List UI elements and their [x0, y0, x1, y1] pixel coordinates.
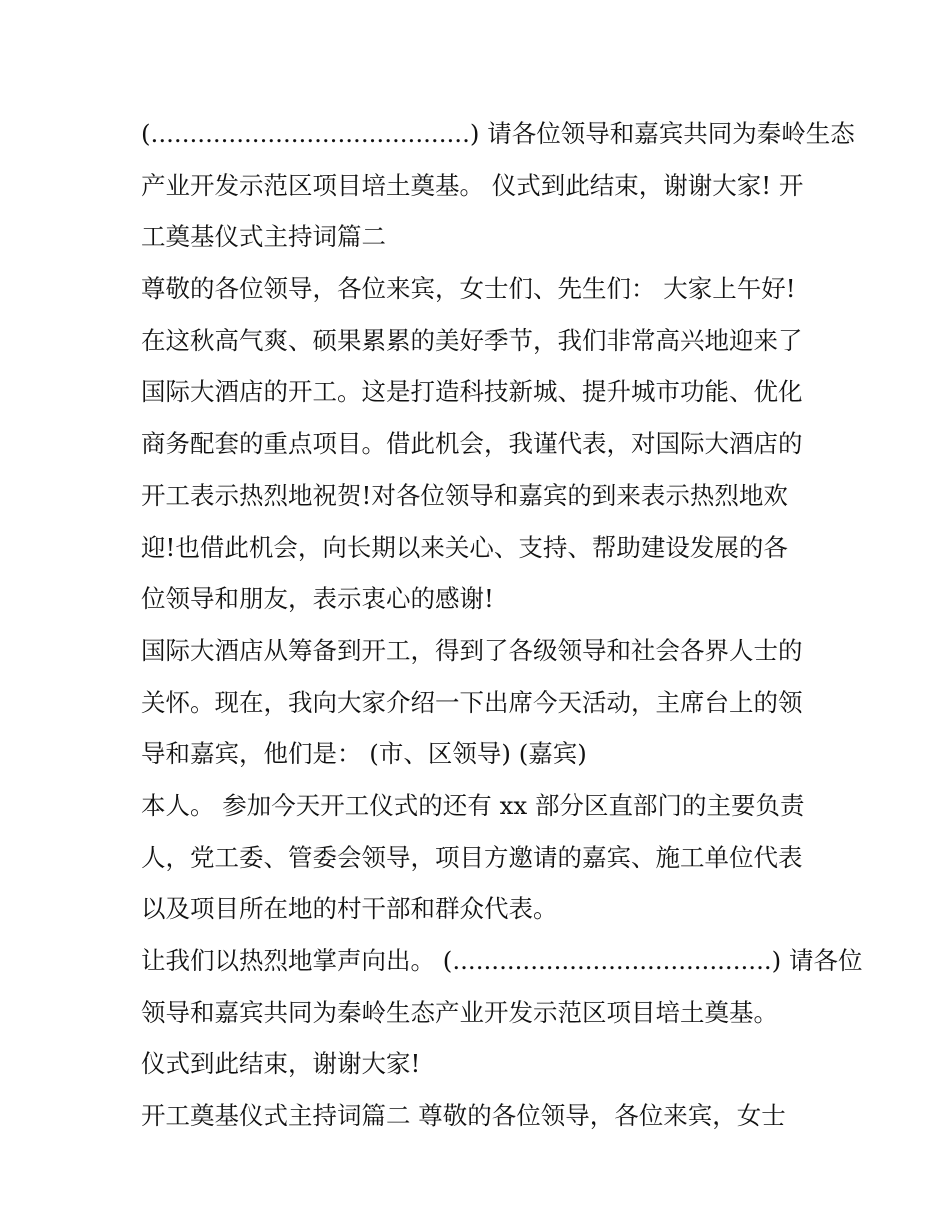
text-line-14: 本人。 参加今天开工仪式的还有 xx 部分区直部门的主要负责	[141, 790, 805, 820]
text-line-8: 开工表示热烈地祝贺!对各位领导和嘉宾的到来表示热烈地欢	[141, 480, 788, 510]
text-line-19: 仪式到此结束，谢谢大家!	[141, 1049, 421, 1079]
text-line-15: 人，党工委、管委会领导，项目方邀请的嘉宾、施工单位代表	[141, 842, 803, 872]
text-line-4: 尊敬的各位领导，各位来宾，女士们、先生们： 大家上午好!	[141, 274, 796, 304]
text-line-12: 关怀。现在，我向大家介绍一下出席今天活动，主席台上的领	[141, 687, 803, 717]
text-line-1: (.........................................) 请各位领导和嘉宾共同为秦岭生态	[141, 119, 855, 148]
text-line-5: 在这秋高气爽、硕果累累的美好季节，我们非常高兴地迎来了	[141, 325, 803, 355]
text-line-17: 让我们以热烈地掌声向出。 (.........................................) 请各位	[141, 946, 863, 975]
text-line-16: 以及项目所在地的村干部和群众代表。	[141, 894, 558, 924]
text-line-18: 领导和嘉宾共同为秦岭生态产业开发示范区项目培土奠基。	[141, 997, 778, 1027]
text-line-20: 开工奠基仪式主持词篇二 尊敬的各位领导，各位来宾，女士	[141, 1101, 786, 1131]
text-line-7: 商务配套的重点项目。借此机会，我谨代表，对国际大酒店的	[141, 429, 803, 459]
text-line-3: 工奠基仪式主持词篇二	[141, 222, 386, 252]
text-line-10: 位领导和朋友，表示衷心的感谢!	[141, 584, 494, 614]
text-line-11: 国际大酒店从筹备到开工，得到了各级领导和社会各界人士的	[141, 635, 803, 665]
text-line-9: 迎!也借此机会，向长期以来关心、支持、帮助建设发展的各	[141, 532, 788, 562]
text-line-13: 导和嘉宾，他们是： (市、区领导) (嘉宾)	[141, 739, 587, 769]
document-body	[141, 108, 863, 1142]
text-line-2: 产业开发示范区项目培土奠基。 仪式到此结束，谢谢大家! 开	[141, 170, 804, 200]
text-line-6: 国际大酒店的开工。这是打造科技新城、提升城市功能、优化	[141, 377, 803, 407]
